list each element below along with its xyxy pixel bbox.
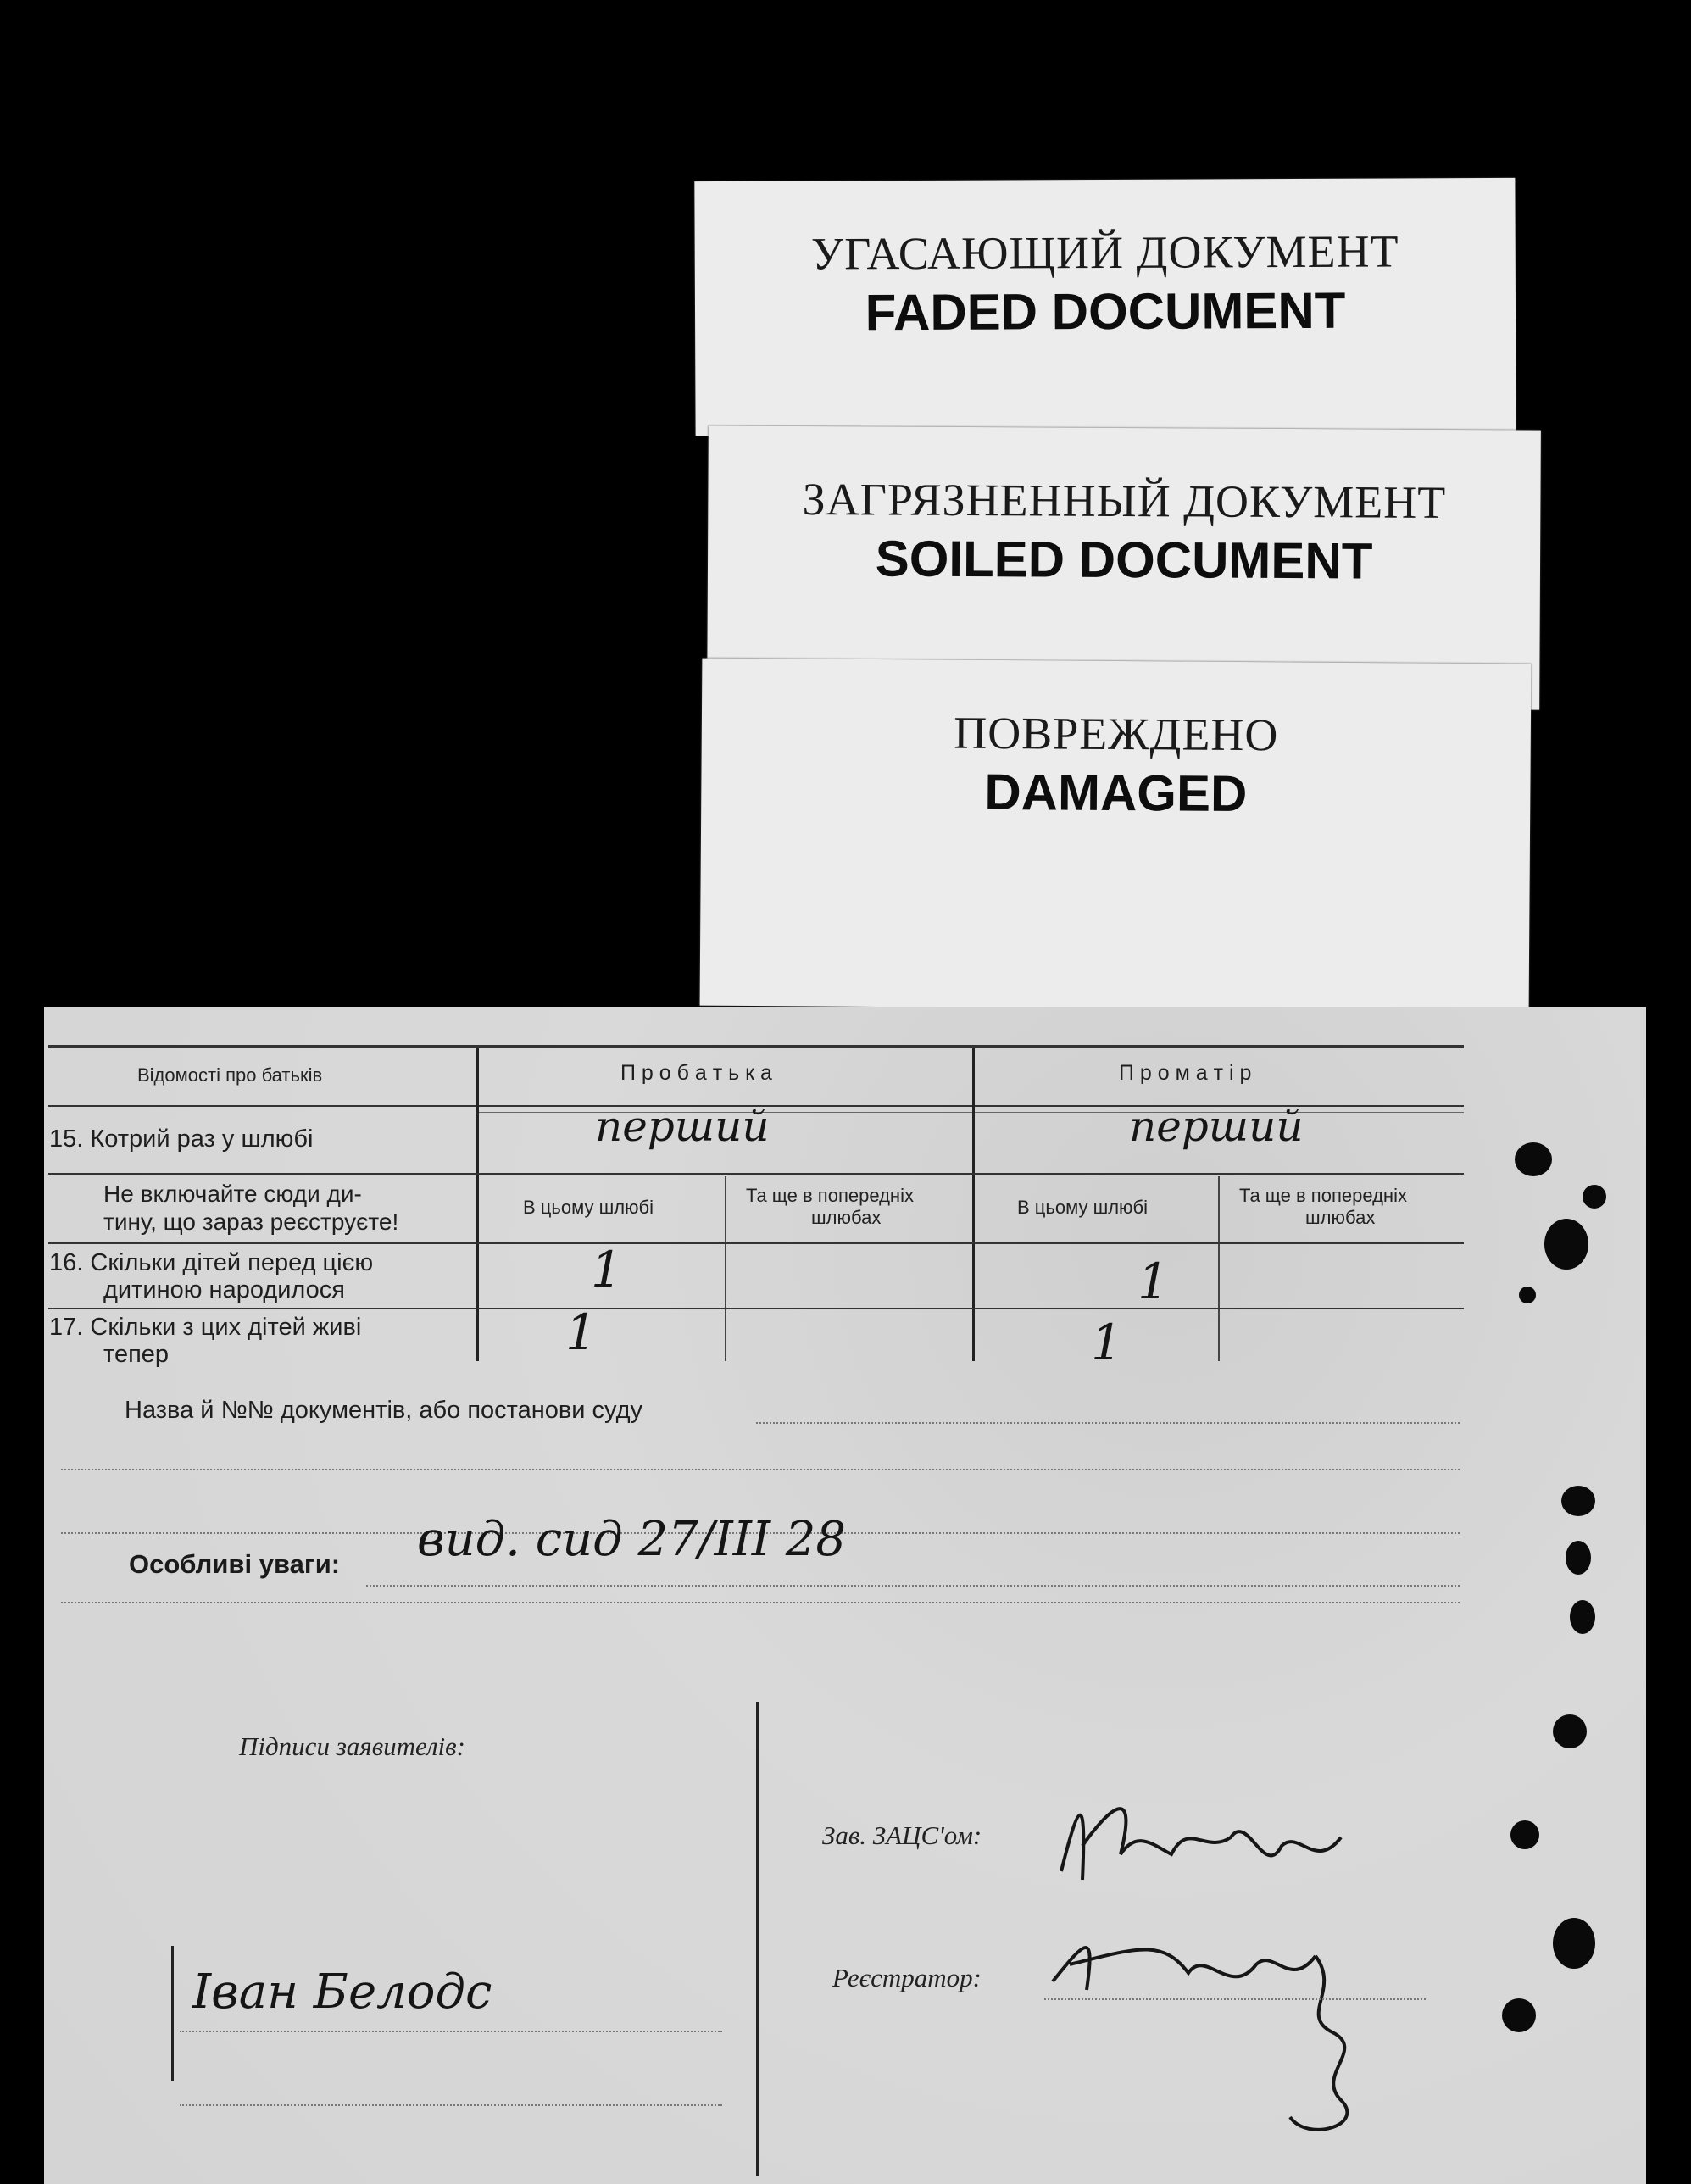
registrar-line [1044,1998,1426,2000]
row17-line1: 17. Скільки з цих дітей живі [49,1314,362,1341]
documents-line-2 [61,1469,1460,1470]
damage-hole [1519,1287,1536,1303]
special-notes-label: Особливі уваги: [129,1549,341,1579]
damage-hole [1566,1541,1591,1575]
mother-previous-header-2: шлюбах [1305,1207,1376,1228]
special-notes-line-2 [61,1602,1460,1603]
parents-info-header: Відомості про батьків [137,1064,323,1086]
applicant-line-2 [180,2104,722,2106]
damage-hole [1515,1142,1552,1176]
damaged-document-card [700,659,1532,1012]
faded-en-text: FADED DOCUMENT [865,281,1346,342]
row16-line2: дитиною народилося [103,1276,346,1303]
signatures-divider [756,1702,759,2176]
row17-father-value: 1 [565,1303,597,1361]
row16-rule [48,1308,1464,1309]
applicant-signature: Іван Белодс [192,1964,492,2020]
damaged-en-text: DAMAGED [984,763,1248,823]
damage-hole [1583,1185,1606,1209]
top-rule [48,1045,1464,1048]
note-line2: тину, що зараз реєструєте! [103,1209,399,1235]
damage-hole [1561,1486,1595,1516]
row16-father-value: 1 [591,1241,622,1298]
damage-hole [1570,1600,1595,1634]
row15-mother-value: перший [1129,1102,1304,1151]
damage-hole [1553,1918,1595,1969]
special-notes-line [366,1585,1460,1587]
applicant-line [180,2031,722,2032]
special-notes-value: вид. сид 27/III 28 [417,1512,847,1567]
father-previous-header-2: шлюбах [811,1207,882,1228]
row17-mother-value: 1 [1091,1314,1122,1371]
father-previous-header-1: Та ще в попередніх [746,1185,914,1206]
row15-rule [48,1173,1464,1175]
father-column-divider [476,1048,479,1361]
note-line1: Не включайте сюди ди- [103,1181,362,1207]
soiled-en-text: SOILED DOCUMENT [875,530,1373,590]
soiled-ru-text: ЗАГРЯЗНЕННЫЙ ДОКУМЕНТ [802,474,1447,528]
subheader-rule [48,1242,1464,1244]
row15-father-value: перший [595,1102,770,1151]
registration-form [44,1007,1646,2184]
damage-hole [1502,1998,1536,2032]
head-signature [1044,1753,1383,1914]
row16-mother-value: 1 [1138,1253,1169,1310]
faded-document-card [694,178,1516,436]
mother-this-marriage-header: В цьому шлюбі [1017,1197,1149,1218]
registrar-label: Реєстратор: [832,1963,982,1992]
faded-ru-text: УГАСАЮЩИЙ ДОКУМЕНТ [810,225,1399,280]
mother-previous-header-1: Та ще в попередніх [1239,1185,1407,1206]
head-of-registry-label: Зав. ЗАЦС'ом: [822,1820,982,1850]
documents-line-1 [756,1422,1460,1424]
row17-line2: тепер [103,1341,170,1368]
applicant-bracket [171,1946,174,2081]
damage-hole [1510,1820,1539,1849]
damage-hole [1553,1714,1587,1748]
about-mother-header: П р о м а т і р [1119,1061,1252,1085]
about-father-header: П р о б а т ь к а [620,1061,772,1085]
damaged-ru-text: ПОВРЕЖДЕНО [954,707,1279,761]
damage-hole [1544,1219,1588,1270]
documents-label: Назва й №№ документів, або постанови суду [125,1397,643,1424]
father-this-marriage-header: В цьому шлюбі [523,1197,654,1218]
mother-column-divider [972,1048,975,1361]
father-sub-divider [725,1176,726,1361]
row15-label: 15. Котрий раз у шлюбі [49,1125,314,1153]
registrar-signature [1036,1905,1426,2176]
mother-sub-divider [1218,1176,1220,1361]
row16-line1: 16. Скільки дітей перед цією [49,1249,374,1276]
signatures-label: Підписи заявителів: [239,1731,465,1761]
